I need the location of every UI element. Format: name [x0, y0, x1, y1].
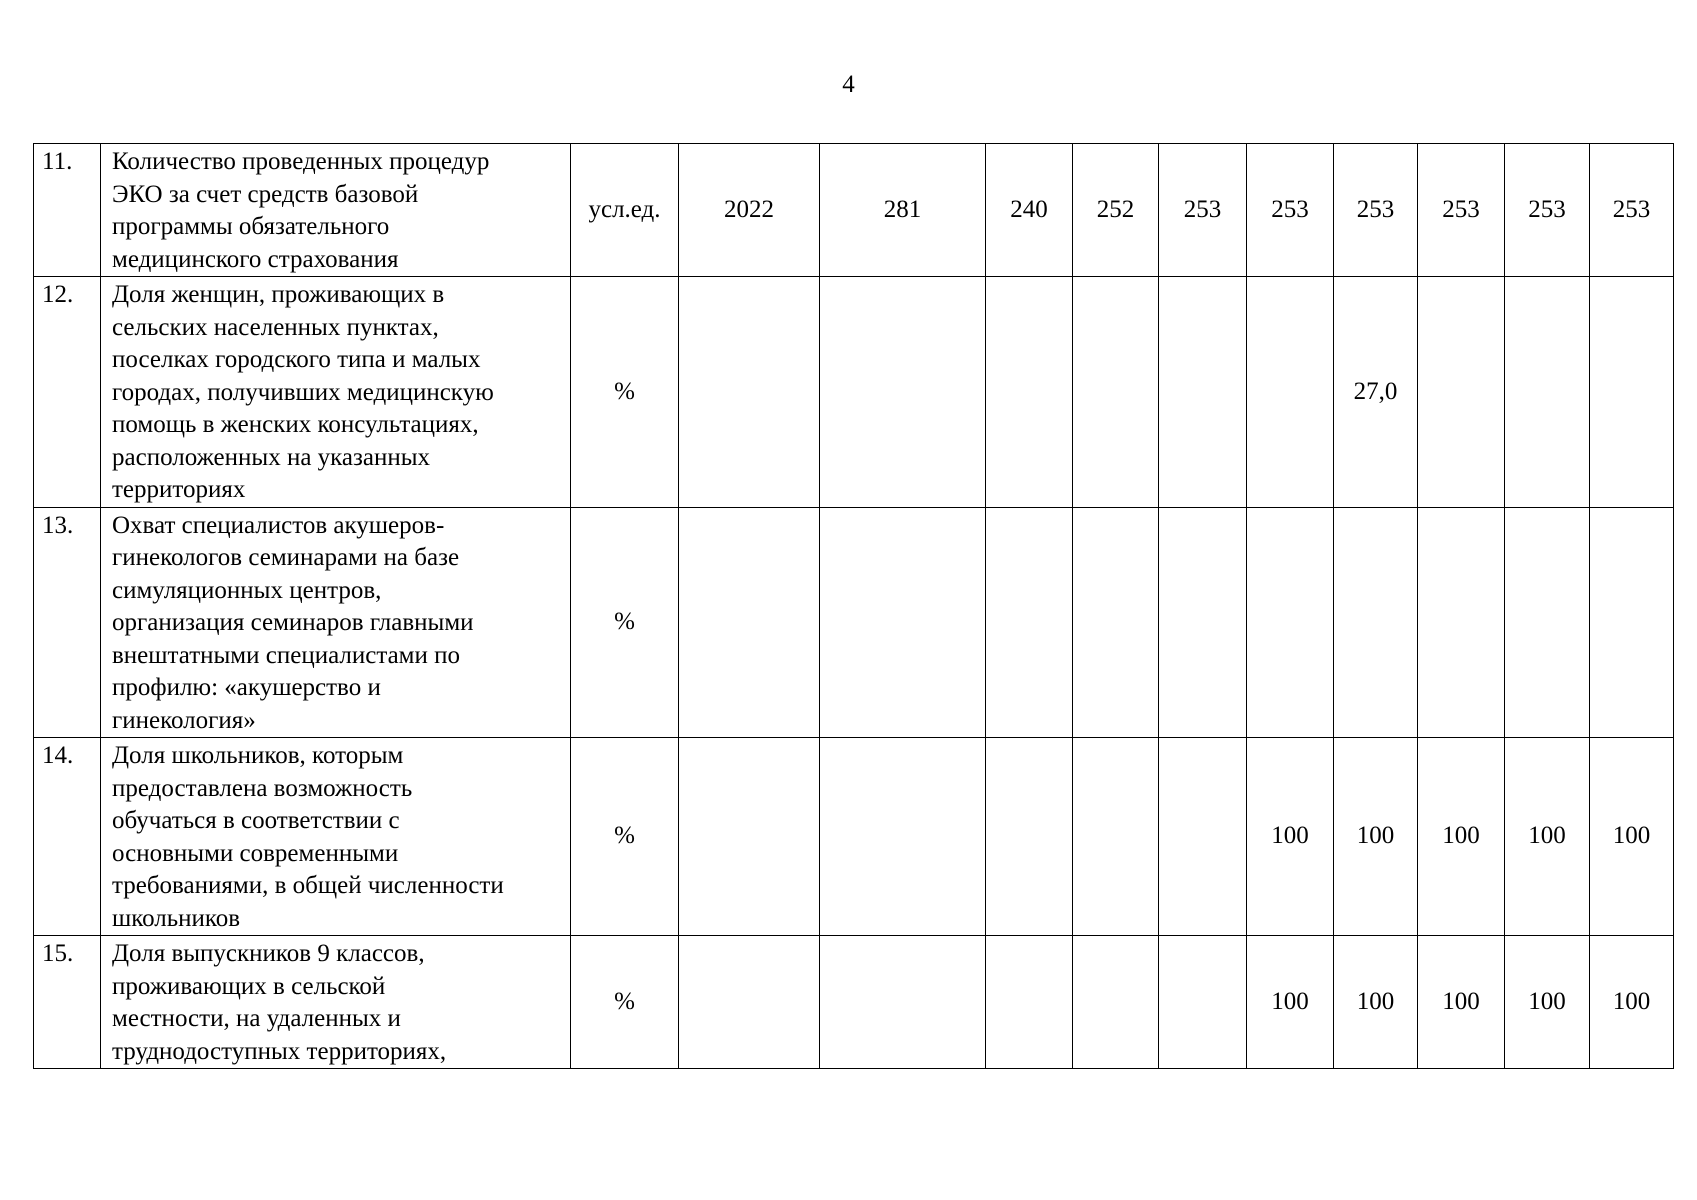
value-cell [1590, 277, 1674, 508]
value-cell: 253 [1247, 144, 1334, 277]
value-cell: 27,0 [1334, 277, 1418, 508]
table-row [34, 738, 1674, 936]
value-cell [1159, 936, 1247, 1069]
value-cell [679, 936, 820, 1069]
indicator-name: Доля школьников, которым предоставлена возможность обучаться в соответствии с основными современными требованиями, в общей численности школьников [101, 738, 571, 936]
value-cell: 100 [1247, 738, 1334, 936]
indicators-table [33, 143, 1674, 1069]
table-row [34, 277, 1674, 508]
row-number: 14. [34, 738, 101, 936]
value-cell: 253 [1159, 144, 1247, 277]
row-number: 11. [34, 144, 101, 277]
value-cell: 100 [1418, 738, 1505, 936]
value-cell: 100 [1505, 738, 1590, 936]
value-cell [820, 936, 986, 1069]
value-cell [1073, 507, 1159, 738]
value-cell [1505, 277, 1590, 508]
value-cell: 100 [1590, 738, 1674, 936]
value-cell [1505, 507, 1590, 738]
value-cell: 2022 [679, 144, 820, 277]
value-cell [1159, 507, 1247, 738]
unit-cell: % [571, 738, 679, 936]
value-cell [1159, 738, 1247, 936]
value-cell: 253 [1590, 144, 1674, 277]
unit-cell: % [571, 277, 679, 508]
indicator-name: Доля выпускников 9 классов, проживающих в сельской местности, на удаленных и труднодоступных территориях, [101, 936, 571, 1069]
value-cell [986, 277, 1073, 508]
unit-cell: усл.ед. [571, 144, 679, 277]
value-cell [679, 277, 820, 508]
value-cell [679, 738, 820, 936]
value-cell [986, 507, 1073, 738]
value-cell: 100 [1334, 738, 1418, 936]
value-cell [1159, 277, 1247, 508]
indicator-name: Охват специалистов акушеров- гинекологов семинарами на базе симуляционных центров, организация семинаров главными внештатными специалистами по профилю: «акушерство и гинекология» [101, 507, 571, 738]
row-number: 12. [34, 277, 101, 508]
unit-cell: % [571, 936, 679, 1069]
table-row [34, 144, 1674, 277]
value-cell: 253 [1505, 144, 1590, 277]
value-cell: 252 [1073, 144, 1159, 277]
value-cell: 100 [1505, 936, 1590, 1069]
row-number: 15. [34, 936, 101, 1069]
value-cell: 100 [1590, 936, 1674, 1069]
value-cell: 253 [1418, 144, 1505, 277]
value-cell [1418, 277, 1505, 508]
value-cell [1073, 277, 1159, 508]
table-body [34, 144, 1674, 1069]
value-cell [1334, 507, 1418, 738]
indicator-name: Количество проведенных процедур ЭКО за счет средств базовой программы обязательного медицинского страхования [101, 144, 571, 277]
indicator-name: Доля женщин, проживающих в сельских населенных пунктах, поселках городского типа и малых городах, получивших медицинскую помощь в женских консультациях, расположенных на указанных территориях [101, 277, 571, 508]
value-cell: 281 [820, 144, 986, 277]
value-cell [986, 738, 1073, 936]
table-row [34, 936, 1674, 1069]
value-cell: 253 [1334, 144, 1418, 277]
value-cell: 100 [1418, 936, 1505, 1069]
value-cell [986, 936, 1073, 1069]
value-cell [820, 277, 986, 508]
value-cell [1418, 507, 1505, 738]
row-number: 13. [34, 507, 101, 738]
table-row [34, 507, 1674, 738]
value-cell [1073, 738, 1159, 936]
unit-cell: % [571, 507, 679, 738]
value-cell: 240 [986, 144, 1073, 277]
value-cell [820, 507, 986, 738]
page-number: 4 [842, 71, 855, 98]
value-cell: 100 [1334, 936, 1418, 1069]
value-cell [1590, 507, 1674, 738]
value-cell: 100 [1247, 936, 1334, 1069]
value-cell [679, 507, 820, 738]
value-cell [1073, 936, 1159, 1069]
value-cell [1247, 277, 1334, 508]
value-cell [1247, 507, 1334, 738]
value-cell [820, 738, 986, 936]
